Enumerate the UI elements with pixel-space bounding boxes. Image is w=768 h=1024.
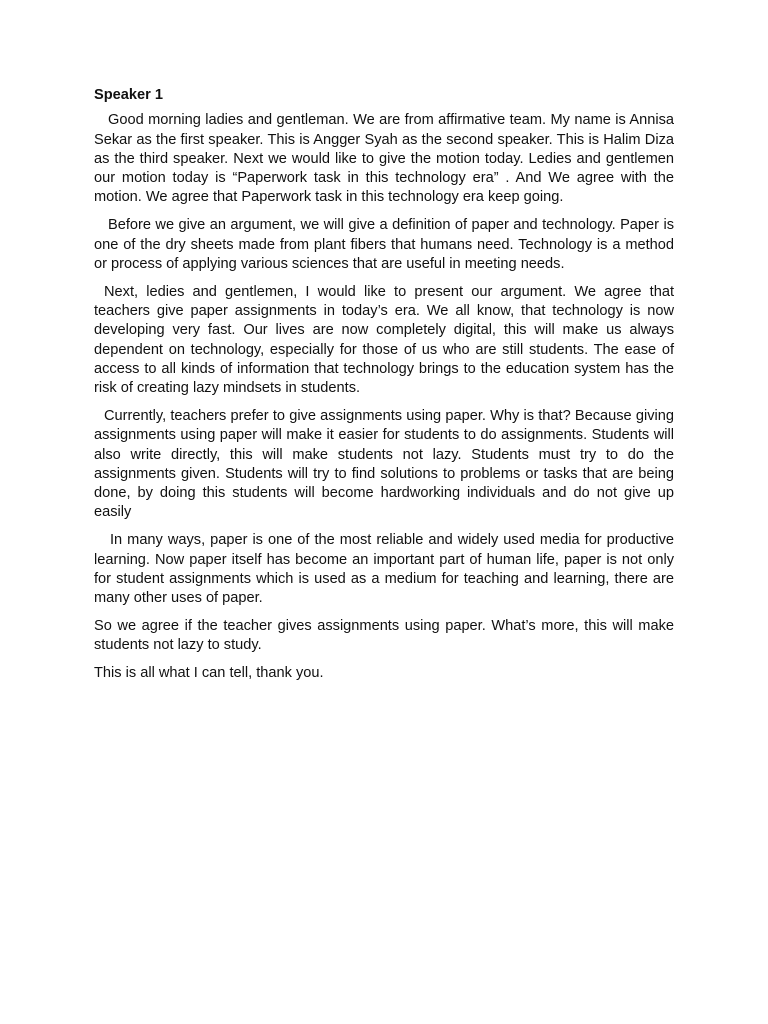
paragraph-closing: This is all what I can tell, thank you. (94, 665, 324, 682)
paragraph-many-ways: In many ways, paper is one of the most reliable and widely used media for productive learning. Now paper itself has become an important part of human life, paper is not only for student assignments which is used as a medium for teaching and learning, there are many other uses of paper. (94, 532, 674, 607)
paragraph-definition: Before we give an argument, we will give a definition of paper and technology. Paper is one of the dry sheets made from plant fibers that humans need. Technology is a method or process of applying various sciences that are useful in meeting needs. (94, 217, 674, 272)
paragraph-conclusion: So we agree if the teacher gives assignments using paper. What’s more, this will make students not lazy to study. (94, 617, 674, 654)
paragraph-intro: Good morning ladies and gentleman. We are from affirmative team. My name is Annisa Sekar as the first speaker. This is Angger Syah as the second speaker. This is Halim Diza as the third speaker. Next we would like to give the motion today. Ledies and gentlemen our motion today is “Paperwork task in this technology era” . And We agree with the motion. We agree that Paperwork task in this technology era keep going. (94, 112, 674, 206)
paragraph-argument: Next, ledies and gentlemen, I would like to present our argument. We agree that teachers give paper assignments in today’s era. We all know, that technology is now developing very fast. Our lives are now completely digital, this will make us always dependent on technology, especially for those of us who are still students. The ease of access to all kinds of information that technology brings to the education system has the risk of creating lazy mindsets in students. (94, 283, 674, 397)
paragraph-currently: Currently, teachers prefer to give assignments using paper. Why is that? Because giving assignments using paper will make it easier for students to do assignments. Students will also write directly, this will make students not lazy. Students must try to do the assignments given. Students will try to find solutions to problems or tasks that are being done, by doing this students will become hardworking individuals and do not give up easily (94, 407, 674, 521)
speaker-heading: Speaker 1 (94, 87, 163, 103)
document-page (94, 86, 674, 692)
